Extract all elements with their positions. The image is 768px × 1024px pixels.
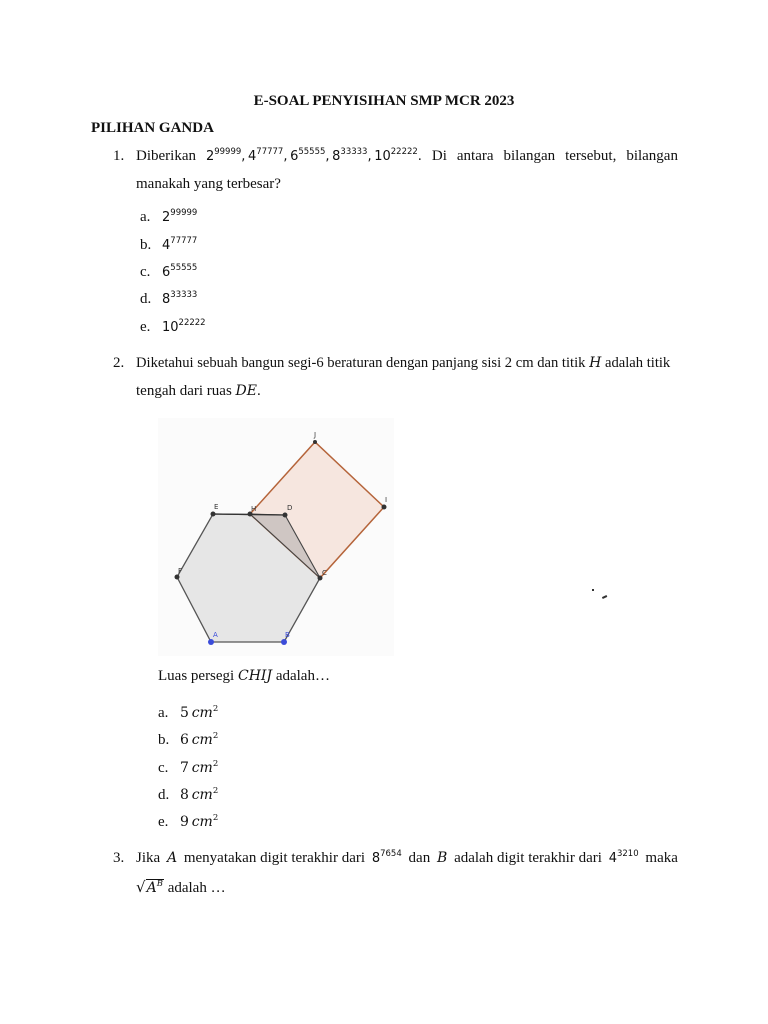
label-j: J	[314, 431, 317, 439]
question-1-option-c[interactable]: c. $6^{55555}$	[140, 263, 198, 280]
question-3-line-2: $√A^B$ adalah …	[136, 878, 226, 896]
point-d	[283, 513, 288, 518]
page-title: E-SOAL PENYISIHAN SMP MCR 2023	[253, 93, 515, 109]
label-h: H	[251, 505, 257, 513]
question-2-line-1: Diketahui sebuah bangun segi-6 beraturan dengan panjang sisi 2 cm dan titik H adalah titik	[136, 355, 671, 371]
question-1-terms: $2^{99999}$, $4^{77777}$, $6^{55555}$, $8^{33333}$, $10^{22222}$.	[205, 147, 422, 164]
question-1-option-a[interactable]: a. $2^{99999}$	[140, 208, 198, 225]
label-c: C	[322, 569, 327, 577]
label-d: D	[287, 504, 293, 512]
label-a: A	[213, 631, 218, 639]
point-j	[313, 440, 317, 444]
question-2-prompt: Luas persegi CHIJ adalah…	[158, 668, 330, 684]
question-3-number: 3.	[113, 850, 125, 866]
sqrt-expression: $√A^B$	[136, 878, 163, 896]
question-2-number: 2.	[113, 355, 125, 371]
question-1-number: 1.	[113, 148, 125, 164]
hexagon-square-figure	[158, 418, 394, 656]
section-heading: PILIHAN GANDA	[91, 120, 214, 136]
question-1-line-2: manakah yang terbesar?	[136, 176, 281, 192]
point-e	[211, 512, 216, 517]
question-1-line-1: Diberikan $2^{99999}$, $4^{77777}$, $6^{55555}$, $8^{33333}$, $10^{22222}$. Di antara bilangan tersebut, bilangan	[136, 147, 678, 164]
question-2-line-2: tengah dari ruas DE.	[136, 383, 261, 399]
question-2-option-c[interactable]: c. 7 $cm^2$	[158, 759, 219, 776]
question-1-option-b[interactable]: b. $4^{77777}$	[140, 236, 198, 253]
question-1-intro: Diberikan	[136, 148, 196, 164]
label-f: F	[178, 567, 183, 575]
stray-dot	[592, 589, 594, 591]
point-f	[175, 575, 180, 580]
label-b: B	[285, 631, 290, 639]
point-a	[208, 639, 214, 645]
question-2-option-d[interactable]: d. 8 $cm^2$	[158, 786, 219, 803]
question-3-line-1: Jika A menyatakan digit terakhir dari $8^{7654}$ dan B adalah digit terakhir dari $4^{3210}$ maka	[136, 849, 678, 866]
question-2-option-b[interactable]: b. 6 $cm^2$	[158, 731, 219, 748]
point-b	[281, 639, 287, 645]
question-1-option-d[interactable]: d. $8^{33333}$	[140, 290, 198, 307]
label-i: I	[385, 496, 388, 504]
question-2-option-a[interactable]: a. 5 $cm^2$	[158, 704, 219, 721]
question-2-option-e[interactable]: e. 9 $cm^2$	[158, 813, 219, 830]
question-1-option-e[interactable]: e. $10^{22222}$	[140, 318, 206, 335]
stray-mark	[602, 595, 607, 598]
label-e: E	[214, 503, 219, 511]
point-i	[382, 505, 387, 510]
